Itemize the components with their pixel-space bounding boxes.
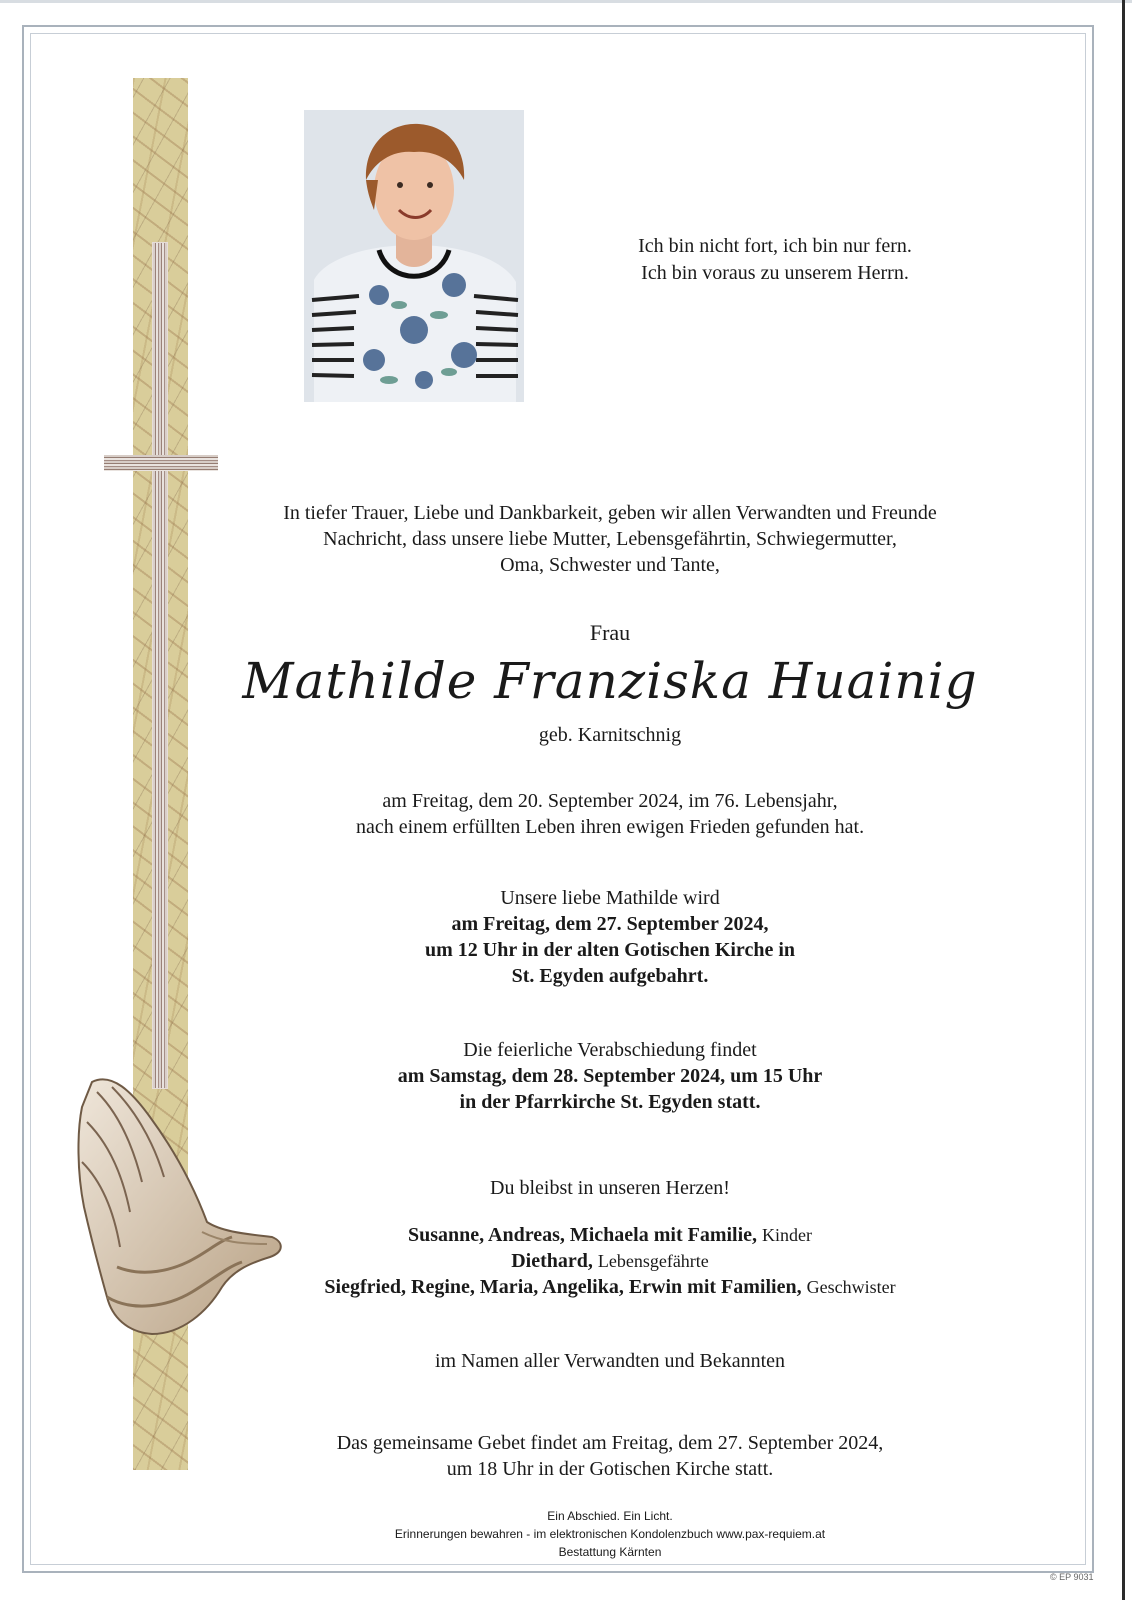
on-behalf-line: im Namen aller Verwandten und Bekannten — [434, 1350, 786, 1372]
viewing-line: um 12 Uhr in der alten Gotischen Kirche in — [424, 939, 796, 961]
salutation: Frau — [589, 620, 631, 645]
footer-line: Ein Abschied. Ein Licht. — [547, 1509, 673, 1523]
intro-paragraph — [200, 500, 1020, 578]
mourners-list — [200, 1222, 1020, 1300]
viewing-line: am Freitag, dem 27. September 2024, — [451, 913, 769, 935]
template-code: © EP 9031 — [1050, 1572, 1094, 1582]
prayer-line: Das gemeinsame Gebet findet am Freitag, dem 27. September 2024, — [336, 1432, 884, 1454]
memorial-quote — [580, 233, 970, 287]
intro-line: Nachricht, dass unsere liebe Mutter, Lebensgefährtin, Schwiegermutter, — [323, 528, 897, 550]
viewing-info — [200, 885, 1020, 989]
mourner-group: Susanne, Andreas, Michaela mit Familie, Kinder — [407, 1224, 813, 1246]
scan-edge — [1122, 0, 1125, 1600]
intro-line: In tiefer Trauer, Liebe und Dankbarkeit, geben wir allen Verwandten und Freunde — [283, 502, 937, 524]
mourner-group: Diethard, Lebensgefährte — [511, 1250, 709, 1272]
footer-line: Erinnerungen bewahren - im elektronischen Kondolenzbuch www.pax-requiem.at — [394, 1527, 826, 1541]
farewell-line: Die feierliche Verabschiedung findet — [463, 1039, 757, 1061]
heart-line: Du bleibst in unseren Herzen! — [490, 1177, 730, 1199]
farewell-info — [200, 1037, 1020, 1115]
viewing-line: Unsere liebe Mathilde wird — [500, 887, 720, 909]
portrait-photo — [304, 110, 524, 402]
death-notice — [200, 788, 1020, 840]
prayer-line: um 18 Uhr in der Gotischen Kirche statt. — [446, 1458, 774, 1480]
farewell-line: am Samstag, dem 28. September 2024, um 15 Uhr — [397, 1065, 823, 1087]
farewell-line: in der Pfarrkirche St. Egyden statt. — [459, 1091, 761, 1113]
footer-line: Bestattung Kärnten — [558, 1545, 662, 1559]
cross-vertical-beam — [153, 243, 167, 1088]
deceased-name: Mathilde Franziska Huainig — [242, 652, 978, 710]
death-line: am Freitag, dem 20. September 2024, im 76. Lebensjahr, — [382, 790, 838, 812]
top-edge-line — [0, 0, 1132, 3]
mourner-group: Siegfried, Regine, Maria, Angelika, Erwin mit Familien, Geschwister — [324, 1276, 896, 1298]
footer — [300, 1507, 920, 1561]
intro-line: Oma, Schwester und Tante, — [500, 554, 720, 576]
birth-name: geb. Karnitschnig — [538, 724, 682, 746]
viewing-line: St. Egyden aufgebahrt. — [511, 965, 709, 987]
death-line: nach einem erfüllten Leben ihren ewigen Frieden gefunden hat. — [355, 816, 865, 838]
quote-line: Ich bin voraus zu unserem Herrn. — [641, 262, 909, 284]
prayer-info — [200, 1430, 1020, 1482]
cross-horizontal-beam — [104, 455, 218, 471]
quote-line: Ich bin nicht fort, ich bin nur fern. — [638, 235, 912, 257]
